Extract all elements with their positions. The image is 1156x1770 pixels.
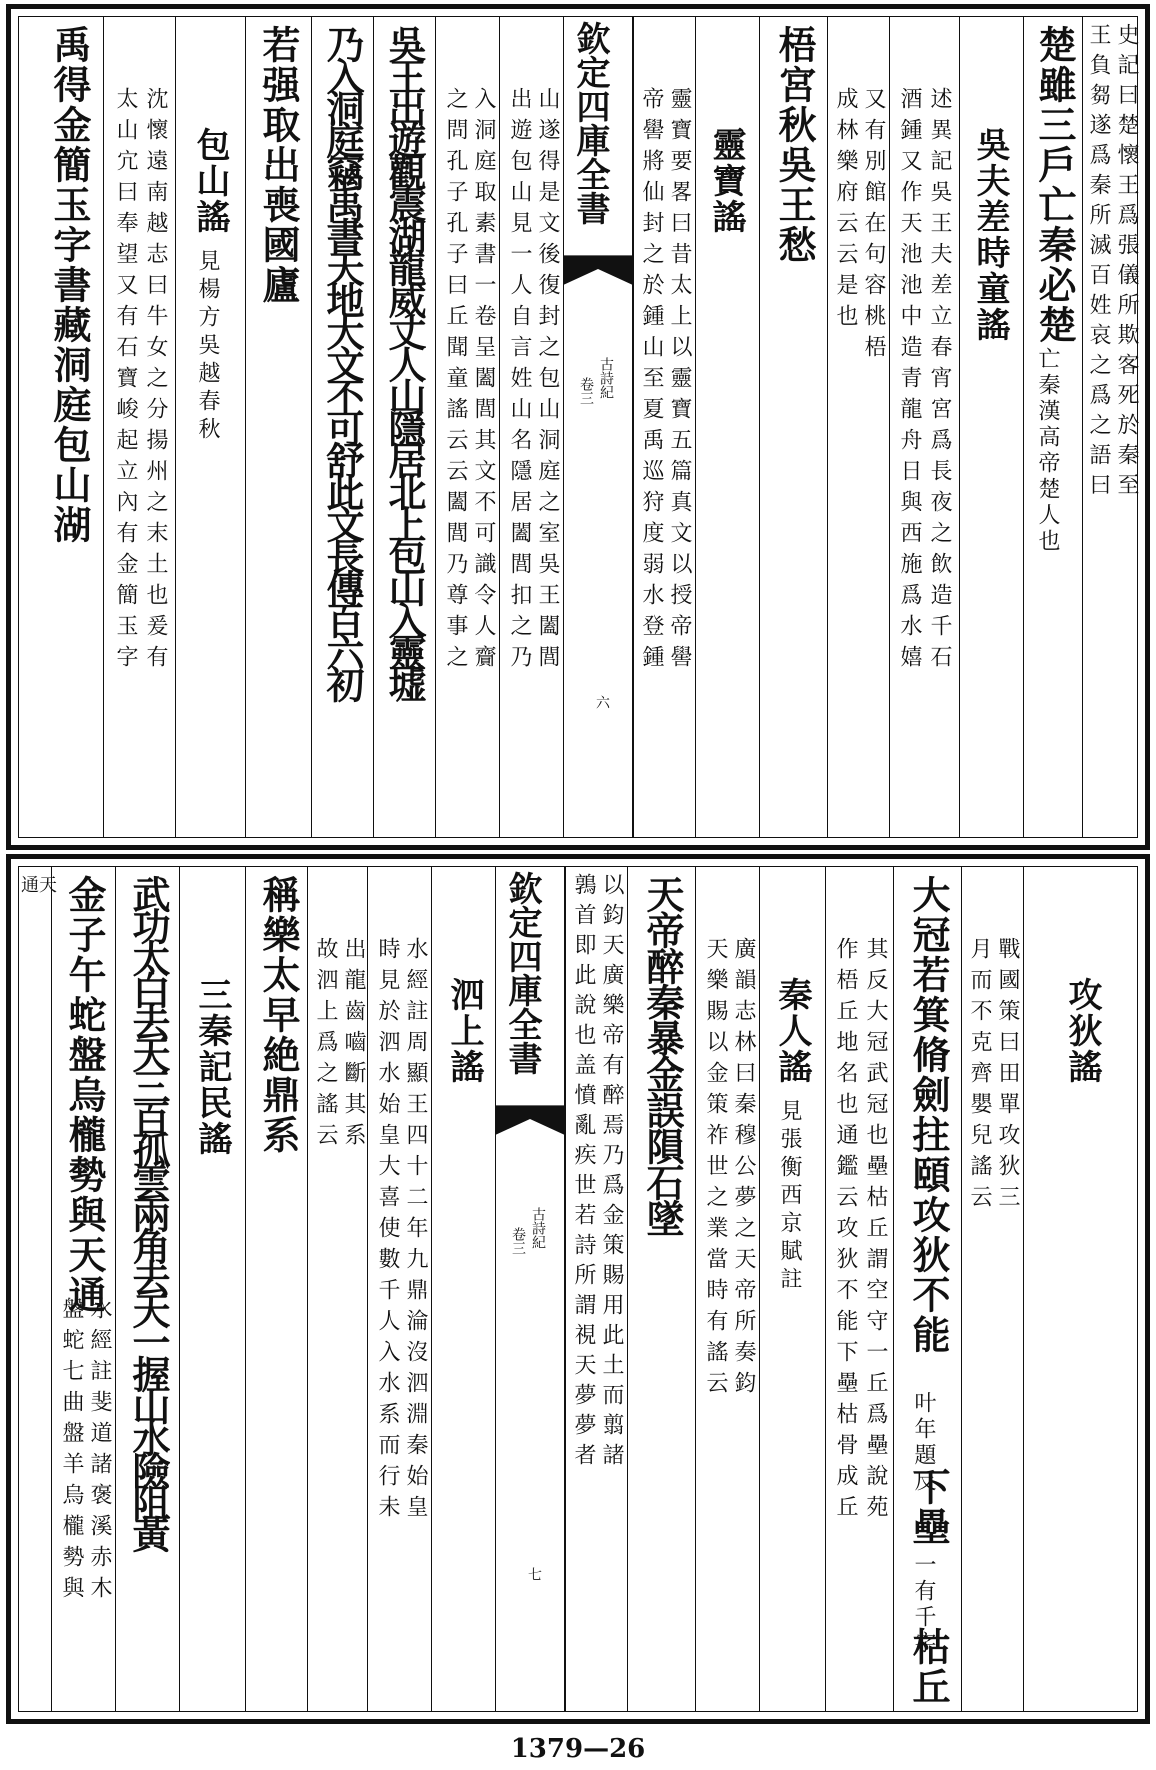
bottom-page-frame — [6, 854, 1150, 1724]
bottom-col-13 — [179, 867, 245, 1711]
bottom-col-9 — [431, 867, 495, 1711]
bottom-col-6-note-a: 廣韻志林曰秦穆公夢之天帝所奏鈞 — [731, 937, 756, 1402]
top-col-4-note-b: 酒鍾又作天池池中造青龍舟日與西施爲水嬉 — [897, 87, 922, 676]
top-col-9-note-b: 出遊包山見一人自言姓山名隱居闔閭扣之乃 — [507, 87, 532, 676]
top-col-2-note: 亡秦漢高帝楚人也 — [1035, 347, 1060, 555]
bottom-col-15 — [51, 867, 115, 1711]
top-fishtail-mark — [564, 255, 632, 285]
top-col-8 — [633, 17, 695, 837]
top-center-section: 古詩紀 — [598, 357, 614, 399]
top-col-1 — [1082, 17, 1144, 837]
top-col-10 — [435, 17, 499, 837]
bottom-col-16-note-a: 天 — [36, 875, 57, 901]
top-center-title: 欽定四庫全書 — [570, 21, 610, 225]
top-col-8-note-a: 靈寶要畧曰昔太上以靈寶五篇真文以授帝嚳 — [667, 87, 692, 676]
top-col-1-note-b: 王負芻遂爲秦所滅百姓哀之爲之語曰 — [1086, 23, 1111, 503]
bottom-col-5 — [759, 867, 825, 1711]
bottom-col-6-note-b: 天樂賜以金策祚世之業當時有謠云 — [703, 937, 728, 1402]
bottom-col-8 — [565, 867, 627, 1711]
top-col-12-text: 乃入洞庭竊禹書天地大文不可舒此文長傳百六初 — [320, 25, 365, 697]
top-col-2 — [1023, 17, 1083, 837]
bottom-col-7-text: 天帝醉秦暴金誤隕石墜 — [640, 875, 685, 1235]
bottom-col-10-note-a: 水經註周顯王四十二年九鼎淪沒泗淵秦始皇 — [403, 937, 428, 1526]
page-number: 1379—26 — [510, 1734, 646, 1764]
top-center-column — [563, 17, 633, 837]
bottom-col-11-note-b: 故泗上爲之謠云 — [313, 937, 338, 1154]
bottom-col-15-note-a: 水經註斐道諸褒溪赤木 — [87, 1297, 112, 1607]
top-col-9-note-a: 山遂得是文後復封之包山洞庭之室吳王闔閭 — [535, 87, 560, 676]
bottom-center-section: 古詩紀 — [530, 1207, 546, 1249]
bottom-col-9-title: 泗上謠 — [444, 977, 484, 1085]
bottom-col-6 — [695, 867, 759, 1711]
bottom-col-2-note-b: 月而不克齊嬰兒謠云 — [967, 937, 992, 1216]
top-col-16 — [37, 17, 103, 837]
top-col-4 — [889, 17, 959, 837]
top-col-13-text: 若强取出喪國廬 — [256, 25, 301, 305]
bottom-col-4-note-a: 其反大冠武冠也壘枯丘謂空守一丘爲壘說苑 — [863, 937, 888, 1526]
top-col-15 — [103, 17, 175, 837]
bottom-col-7 — [627, 867, 695, 1711]
bottom-col-11-note-a: 出龍齒嚙斷其系 — [341, 937, 366, 1154]
top-col-14 — [175, 17, 245, 837]
top-page-frame — [6, 4, 1150, 850]
top-col-5 — [827, 17, 889, 837]
bottom-center-leaf: 七 — [526, 1567, 542, 1581]
top-col-12 — [311, 17, 373, 837]
bottom-center-volume: 卷三 — [510, 1227, 526, 1255]
top-col-5-note-b: 成林樂府云云是也 — [833, 87, 858, 335]
bottom-col-4 — [825, 867, 893, 1711]
top-col-10-note-b: 之問孔子孔子曰丘聞童謠云云闔閭乃尊事之 — [443, 87, 468, 676]
bottom-center-title: 欽定四庫全書 — [502, 871, 542, 1075]
top-center-leaf: 六 — [594, 695, 610, 709]
bottom-col-12 — [245, 867, 307, 1711]
bottom-col-2-note-a: 戰國策曰田單攻狄三 — [995, 937, 1020, 1216]
bottom-col-13-title: 三秦記民謠 — [192, 977, 232, 1157]
top-col-6 — [759, 17, 827, 837]
top-col-3-title: 吳夫差時童謠 — [970, 127, 1010, 343]
top-col-9 — [499, 17, 563, 837]
bottom-col-4-note-b: 作梧丘地名也通鑑云攻狄不能下壘枯骨成丘 — [833, 937, 858, 1526]
top-col-11-text: 吳王出遊觀震湖龍威丈人山隱居北上包山入靈墟 — [382, 25, 427, 697]
bottom-col-11 — [307, 867, 367, 1711]
top-center-volume: 卷三 — [578, 377, 594, 405]
bottom-col-14-text: 武功太白去天三百孤雲兩角去天一握山水險阻黃 — [126, 875, 171, 1547]
bottom-fishtail-mark — [496, 1105, 564, 1135]
bottom-col-1 — [1023, 867, 1144, 1711]
top-col-7-title: 靈寶謠 — [706, 127, 746, 235]
top-col-6-text: 梧宮秋吳王愁 — [772, 25, 817, 265]
top-col-8-note-b: 帝嚳將仙封之於鍾山至夏禹巡狩度弱水登鍾 — [639, 87, 664, 676]
bottom-col-10-note-b: 時見於泗水始皇大喜使數千人入水系而行未 — [375, 937, 400, 1526]
top-inner-frame — [18, 16, 1138, 838]
bottom-col-3-text-3: 枯丘 — [906, 1627, 951, 1707]
bottom-col-14 — [115, 867, 179, 1711]
bottom-col-5-title: 秦人謠 — [772, 977, 812, 1085]
bottom-col-1-title: 攻狄謠 — [1062, 977, 1102, 1085]
top-col-15-note-a: 沈懷遠南越志曰牛女之分揚州之末土也爰有 — [143, 87, 168, 676]
bottom-col-5-note: 見張衡西京賦註 — [777, 1099, 802, 1295]
top-col-15-note-b: 太山宂曰奉望又有石寶峻起立內有金簡玉字 — [113, 87, 138, 676]
bottom-col-3-text-2: 下壘 — [906, 1467, 951, 1547]
top-col-2-text: 楚雖三戶亡秦必楚 — [1032, 25, 1077, 345]
bottom-center-column — [495, 867, 565, 1711]
bottom-col-16-note-b: 通 — [18, 875, 39, 901]
top-col-1-note-a: 史記曰楚懷王爲張儀所欺客死於秦至 — [1114, 23, 1139, 503]
top-col-13 — [245, 17, 311, 837]
top-col-10-note-a: 入洞庭取素書一卷呈闔閭其文不可識令人齎 — [471, 87, 496, 676]
top-col-14-title: 包山謠 — [190, 127, 230, 235]
bottom-col-10 — [367, 867, 431, 1711]
bottom-col-2 — [961, 867, 1023, 1711]
bottom-col-3 — [893, 867, 961, 1711]
top-col-14-note: 見楊方吳越春秋 — [195, 249, 220, 445]
top-col-3 — [959, 17, 1023, 837]
bottom-col-12-text: 稱樂太早絶鼎系 — [256, 875, 301, 1155]
top-col-16-text: 禹得金簡玉字書藏洞庭包山湖 — [47, 25, 92, 545]
bottom-col-8-note-a: 以鈞天廣樂帝有醉焉乃爲金策賜用此土而翦諸 — [599, 873, 624, 1473]
bottom-col-15-text: 金子午蛇盤烏櫳勢與天通 — [62, 875, 107, 1315]
bottom-col-15-note-b: 盤蛇七曲盤羊烏櫳勢與 — [59, 1297, 84, 1607]
top-col-11 — [373, 17, 435, 837]
top-col-5-note-a: 又有別館在句容桃梧 — [861, 87, 886, 366]
top-col-4-note-a: 述異記吳王夫差立春宵宮爲長夜之飲造千石 — [927, 87, 952, 676]
bottom-col-3-text: 大冠若箕脩劍拄頤攻狄不能 — [906, 875, 951, 1355]
top-col-7 — [695, 17, 759, 837]
bottom-col-16 — [18, 867, 57, 1711]
bottom-col-3-note: 叶年題反 — [911, 1391, 936, 1495]
bottom-inner-frame — [18, 866, 1138, 1712]
bottom-col-8-note-b: 鶉首即此說也盖憤亂疾世若詩所謂視天夢夢者 — [571, 873, 596, 1473]
bottom-col-3-note-2: 一有千字 — [911, 1553, 936, 1657]
